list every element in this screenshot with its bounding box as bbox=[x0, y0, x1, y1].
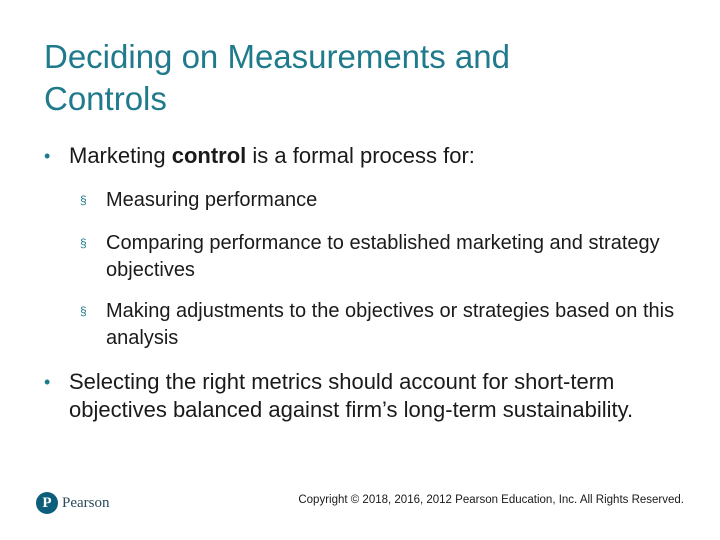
sub-bullet-icon: § bbox=[80, 304, 87, 318]
bullet-icon: • bbox=[44, 372, 51, 392]
bullet-marketing-control bbox=[44, 142, 684, 170]
slide-footer bbox=[0, 490, 720, 540]
bullet-text bbox=[69, 142, 684, 170]
pearson-logo-icon: P bbox=[36, 492, 58, 514]
sub-bullet-adjusting bbox=[80, 298, 690, 352]
sub-bullet-text: Making adjustments to the objectives or strategies based on this analysis bbox=[106, 300, 675, 349]
bullet-text-prefix: Marketing bbox=[69, 143, 172, 168]
pearson-logo-text: Pearson bbox=[62, 494, 110, 511]
sub-bullet-text: Measuring performance bbox=[106, 189, 318, 211]
sub-bullet-measuring bbox=[80, 187, 690, 214]
slide-title-line-1: Deciding on Measurements and bbox=[44, 38, 510, 75]
sub-bullet-icon: § bbox=[80, 236, 87, 250]
sub-bullet-text: Comparing performance to established marketing and strategy objectives bbox=[106, 232, 660, 281]
slide-title-line-2: Controls bbox=[44, 80, 167, 117]
sub-bullet-icon: § bbox=[80, 193, 87, 207]
bullet-selecting-metrics bbox=[44, 368, 684, 424]
pearson-logo bbox=[36, 492, 110, 514]
copyright-notice: Copyright © 2018, 2016, 2012 Pearson Education, Inc. All Rights Reserved. bbox=[298, 494, 684, 506]
bullet-text: Selecting the right metrics should account for short-term objectives balanced against firm’s long-term sustainability. bbox=[69, 369, 634, 422]
sub-bullet-comparing bbox=[80, 230, 690, 284]
bullet-text-bold: control bbox=[171, 143, 247, 168]
bullet-icon: • bbox=[44, 146, 51, 166]
slide-title bbox=[44, 36, 664, 120]
bullet-text-suffix: is a formal process for: bbox=[246, 143, 475, 168]
